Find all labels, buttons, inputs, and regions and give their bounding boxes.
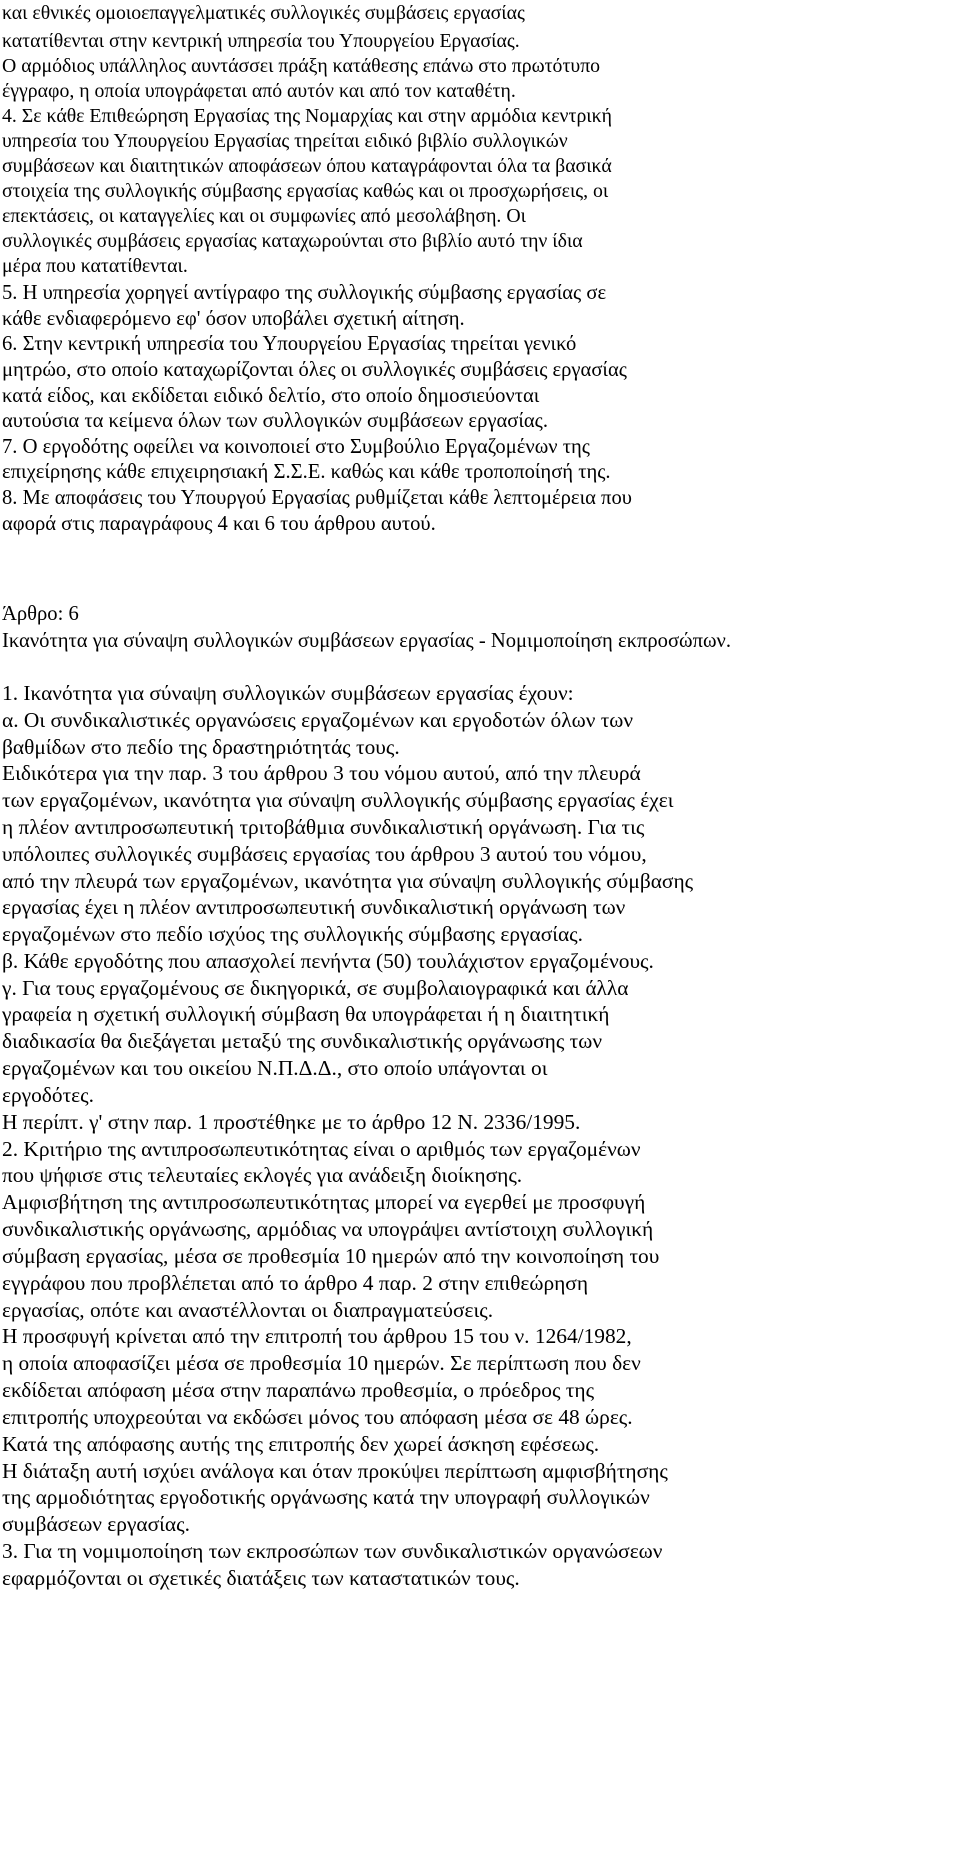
text-line: μητρώο, στο οποίο καταχωρίζονται όλες οι συλλογικές συμβάσεις εργασίας [2,359,627,381]
text-line: εργαζομένων και του οικείου Ν.Π.Δ.Δ., στο οποίο υπάγονται οι [2,1056,548,1080]
text-line: 6. Στην κεντρική υπηρεσία του Υπουργείου Εργασίας τηρείται γενικό [2,333,577,355]
text-line: Ειδικότερα για την παρ. 3 του άρθρου 3 του νόμου αυτού, από την πλευρά [2,761,641,785]
text-line: 8. Με αποφάσεις του Υπουργού Εργασίας ρυθμίζεται κάθε λεπτομέρεια που [2,487,632,509]
text-line: κάθε ενδιαφερόμενο εφ' όσον υποβάλει σχετική αίτηση. [2,308,465,330]
text-line: 2. Κριτήριο της αντιπροσωπευτικότητας είναι ο αριθμός των εργαζομένων [2,1137,641,1161]
text-line: αφορά στις παραγράφους 4 και 6 του άρθρου αυτού. [2,513,436,535]
text-line: Κατά της απόφασης αυτής της επιτροπής δεν χωρεί άσκηση εφέσεως. [2,1432,600,1456]
text-line: υπόλοιπες συλλογικές συμβάσεις εργασίας του άρθρου 3 αυτού του νόμου, [2,842,647,866]
text-line: υπηρεσία του Υπουργείου Εργασίας τηρείται ειδικό βιβλίο συλλογικών [2,130,568,152]
text-line: η πλέον αντιπροσωπευτική τριτοβάθμια συνδικαλιστική οργάνωση. Για τις [2,815,645,839]
text-line: διαδικασία θα διεξάγεται μεταξύ της συνδικαλιστικής οργάνωσης των [2,1029,603,1053]
text-line: επιχείρησης κάθε επιχειρησιακή Σ.Σ.Ε. καθώς και κάθε τροποποίησή της. [2,461,611,483]
text-line: εφαρμόζονται οι σχετικές διατάξεις των καταστατικών τους. [2,1566,520,1590]
text-line: έγγραφο, η οποία υπογράφεται από αυτόν και από τον καταθέτη. [2,80,516,102]
text-line: 5. Η υπηρεσία χορηγεί αντίγραφο της συλλογικής σύμβασης εργασίας σε [2,282,607,304]
text-line: Η διάταξη αυτή ισχύει ανάλογα και όταν προκύψει περίπτωση αμφισβήτησης [2,1459,668,1483]
text-line: Αμφισβήτηση της αντιπροσωπευτικότητας μπορεί να εγερθεί με προσφυγή [2,1190,646,1214]
text-line: βαθμίδων στο πεδίο της δραστηριότητάς τους. [2,735,400,759]
text-line: από την πλευρά των εργαζομένων, ικανότητα για σύναψη συλλογικής σύμβασης [2,869,694,893]
text-line: 3. Για τη νομιμοποίηση των εκπροσώπων των συνδικαλιστικών οργανώσεων [2,1539,663,1563]
text-line: 4. Σε κάθε Επιθεώρηση Εργασίας της Νομαρχίας και στην αρμόδια κεντρική [2,105,612,127]
article-heading: Άρθρο: 6 [2,603,79,625]
text-line: της αρμοδιότητας εργοδοτικής οργάνωσης κατά την υπογραφή συλλογικών [2,1485,650,1509]
text-line: εγγράφου που προβλέπεται από το άρθρο 4 παρ. 2 στην επιθεώρηση [2,1271,589,1295]
text-line: συμβάσεων εργασίας. [2,1512,190,1536]
text-line: αυτούσια τα κείμενα όλων των συλλογικών συμβάσεων εργασίας. [2,410,548,432]
text-line: εργαζομένων στο πεδίο ισχύος της συλλογικής σύμβασης εργασίας. [2,922,584,946]
text-line: των εργαζομένων, ικανότητα για σύναψη συλλογικής σύμβασης εργασίας έχει [2,788,674,812]
text-line: β. Κάθε εργοδότης που απασχολεί πενήντα (50) τουλάχιστον εργαζομένους. [2,949,654,973]
text-line: κατατίθενται στην κεντρική υπηρεσία του Υπουργείου Εργασίας. [2,30,520,52]
text-line: Ο αρμόδιος υπάλληλος αυντάσσει πράξη κατάθεσης επάνω στο πρωτότυπο [2,55,601,77]
text-line: στοιχεία της συλλογικής σύμβασης εργασίας καθώς και οι προσχωρήσεις, οι [2,180,609,202]
text-line: α. Οι συνδικαλιστικές οργανώσεις εργαζομένων και εργοδοτών όλων των [2,708,634,732]
text-line: η οποία αποφασίζει μέσα σε προθεσμία 10 ημερών. Σε περίπτωση που δεν [2,1351,641,1375]
text-line: εργοδότες. [2,1083,94,1107]
text-line: μέρα που κατατίθενται. [2,255,188,277]
text-line: εργασίας έχει η πλέον αντιπροσωπευτική συνδικαλιστική οργάνωση των [2,895,626,919]
text-line: συλλογικές συμβάσεις εργασίας καταχωρούνται στο βιβλίο αυτό την ίδια [2,230,583,252]
text-line: επεκτάσεις, οι καταγγελίες και οι συμφωνίες από μεσολάβηση. Οι [2,205,526,227]
text-line: 7. Ο εργοδότης οφείλει να κοινοποιεί στο Συμβούλιο Εργαζομένων της [2,436,590,458]
text-line: συνδικαλιστικής οργάνωσης, αρμόδιας να υπογράψει αντίστοιχη συλλογική [2,1217,654,1241]
text-line: σύμβαση εργασίας, μέσα σε προθεσμία 10 ημερών από την κοινοποίηση του [2,1244,660,1268]
text-line: εκδίδεται απόφαση μέσα στην παραπάνω προθεσμία, ο πρόεδρος της [2,1378,595,1402]
text-line: και εθνικές ομοιοεπαγγελματικές συλλογικές συμβάσεις εργασίας [2,2,525,24]
text-line: Η προσφυγή κρίνεται από την επιτροπή του άρθρου 15 του ν. 1264/1982, [2,1324,632,1348]
text-line: εργασίας, οπότε και αναστέλλονται οι διαπραγματεύσεις. [2,1298,494,1322]
text-line: επιτροπής υποχρεούται να εκδώσει μόνος του απόφαση μέσα σε 48 ώρες. [2,1405,633,1429]
text-line: γ. Για τους εργαζομένους σε δικηγορικά, σε συμβολαιογραφικά και άλλα [2,976,629,1000]
text-line: που ψήφισε στις τελευταίες εκλογές για ανάδειξη διοίκησης. [2,1163,523,1187]
text-line: γραφεία η σχετική συλλογική σύμβαση θα υπογράφεται ή η διαιτητική [2,1002,610,1026]
text-line: Η περίπτ. γ' στην παρ. 1 προστέθηκε με το άρθρο 12 Ν. 2336/1995. [2,1110,581,1134]
article-title: Ικανότητα για σύναψη συλλογικών συμβάσεων εργασίας - Νομιμοποίηση εκπροσώπων. [2,630,732,652]
text-line: συμβάσεων και διαιτητικών αποφάσεων όπου καταγράφονται όλα τα βασικά [2,155,612,177]
text-line: κατά είδος, και εκδίδεται ειδικό δελτίο, στο οποίο δημοσιεύονται [2,385,540,407]
text-line: 1. Ικανότητα για σύναψη συλλογικών συμβάσεων εργασίας έχουν: [2,681,574,705]
